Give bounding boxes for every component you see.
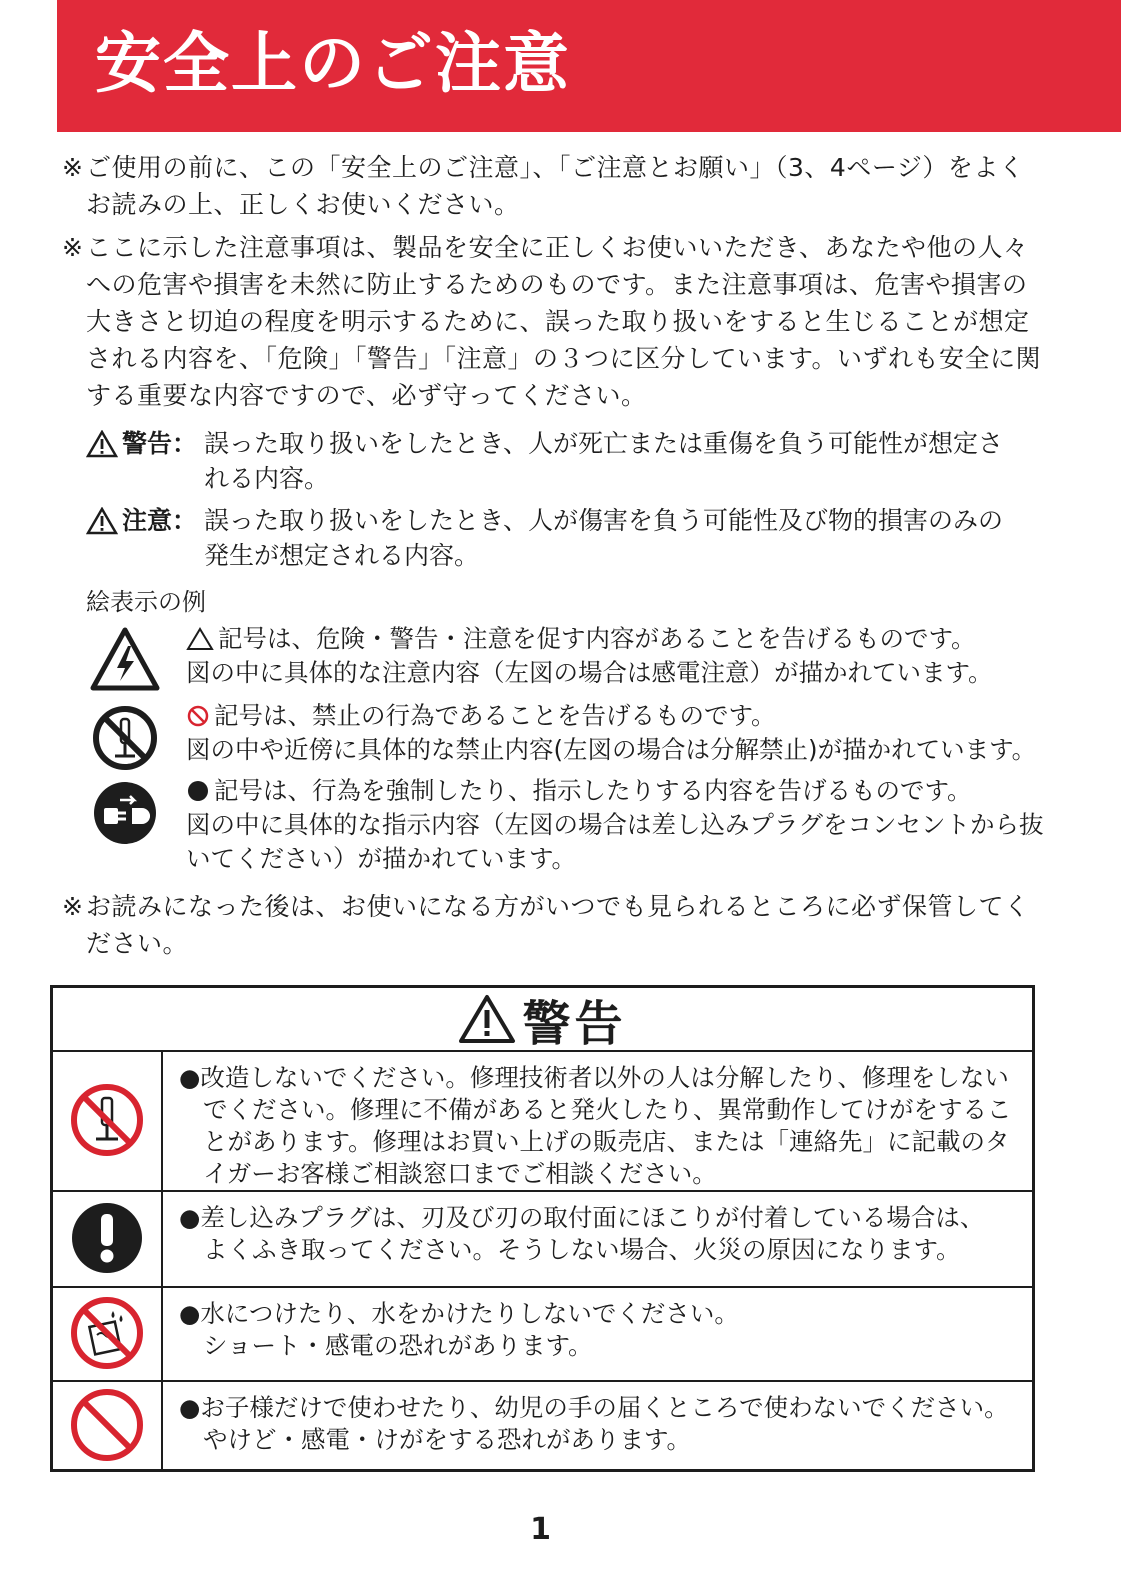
closing-note [62, 888, 1047, 962]
page-number: 1 [530, 1512, 551, 1547]
example-first-line: 記号は、行為を強制したり、指示したりする内容を告げるものです。 [214, 776, 972, 805]
table-row [53, 1050, 1032, 1192]
warning-triangle-icon [86, 507, 118, 535]
warning-table-title: 警告 [522, 995, 627, 1052]
prohibition-icon [68, 1386, 146, 1464]
table-row [53, 1286, 1032, 1382]
warning-triangle-icon [86, 430, 118, 458]
electric-shock-warning-icon [90, 626, 160, 696]
row-first-line: ●お子様だけで使わせたり、幼児の手の届くところで使わないでください。 [179, 1393, 1009, 1422]
intro-note [62, 229, 1047, 414]
row-rest: でください。修理に不備があると発火したり、異常動作してけがをすることがあります。修理はお買い上げの販売店、または「連絡先」に記載のタイガーお客様ご相談窓口までご相談ください。 [203, 1095, 1012, 1188]
example-first-line: 記号は、禁止の行為であることを告げるものです。 [214, 701, 776, 730]
warning-table [50, 985, 1035, 1472]
prohibition-icon [186, 704, 210, 728]
note-mark: ※ [62, 153, 84, 182]
row-rest: ショート・感電の恐れがあります。 [203, 1331, 593, 1360]
row-rest: やけど・感電・けがをする恐れがあります。 [203, 1425, 692, 1454]
definition-label: 注意： [122, 506, 198, 535]
filled-circle-icon [186, 779, 210, 803]
definition-text: 誤った取り扱いをしたとき、人が傷害を負う可能性及び物的損害のみの発生が想定される内容。 [204, 506, 1004, 570]
mandatory-exclamation-icon [69, 1200, 145, 1276]
closing-note-text: お読みになった後は、お使いになる方がいつでも見られるところに必ず保管してください。 [86, 892, 1030, 958]
definition-warning [86, 426, 1006, 496]
definition-text: 誤った取り扱いをしたとき、人が死亡または重傷を負う可能性が想定される内容。 [204, 429, 1004, 493]
examples-title: 絵表示の例 [86, 588, 206, 616]
no-water-icon [69, 1295, 145, 1371]
example-rest: 図の中や近傍に具体的な禁止内容(左図の場合は分解禁止)が描かれています。 [186, 735, 1037, 764]
example-first-line: 記号は、危険・警告・注意を促す内容があることを告げるものです。 [218, 624, 976, 653]
row-rest: よくふき取ってください。そうしない場合、火災の原因になります。 [203, 1235, 961, 1264]
no-disassembly-icon [90, 703, 160, 773]
triangle-outline-icon [186, 627, 214, 651]
note-mark: ※ [62, 892, 84, 921]
row-first-line: ●改造しないでください。修理技術者以外の人は分解したり、修理をしない [179, 1063, 1009, 1092]
page-title: 安全上のご注意 [95, 25, 571, 102]
unplug-icon [90, 778, 160, 848]
definition-caution [86, 503, 1006, 573]
no-disassembly-icon [68, 1081, 146, 1159]
example-rest: 図の中に具体的な指示内容（左図の場合は差し込みプラグをコンセントから抜いてください）が描かれています。 [186, 810, 1044, 873]
example-rest: 図の中に具体的な注意内容（左図の場合は感電注意）が描かれています。 [186, 658, 993, 687]
intro-note-text: ご使用の前に、この「安全上のご注意」、「ご注意とお願い」（3、4ページ）をよくお読みの上、正しくお使いください。 [86, 153, 1025, 219]
table-row [53, 1190, 1032, 1288]
page-header [57, 0, 1121, 132]
warning-table-header [53, 988, 1032, 1052]
row-first-line: ●水につけたり、水をかけたりしないでください。 [179, 1299, 739, 1328]
definition-label: 警告： [122, 429, 198, 458]
intro-note-text: ここに示した注意事項は、製品を安全に正しくお使いいただき、あなたや他の人々への危害や損害を未然に防止するためのものです。また注意事項は、危害や損害の大きさと切迫の程度を明示するために、誤った取り扱いをすると生じることが想定される内容を、「危険」「警告」「注意」の３つに区分しています。いずれも安全に関する重要な内容ですので、必ず守ってください。 [86, 233, 1042, 410]
warning-triangle-icon [458, 994, 516, 1044]
table-row [53, 1380, 1032, 1469]
note-mark: ※ [62, 233, 84, 262]
row-first-line: ●差し込みプラグは、刃及び刃の取付面にほこりが付着している場合は、 [179, 1203, 985, 1232]
intro-note [62, 149, 1047, 223]
